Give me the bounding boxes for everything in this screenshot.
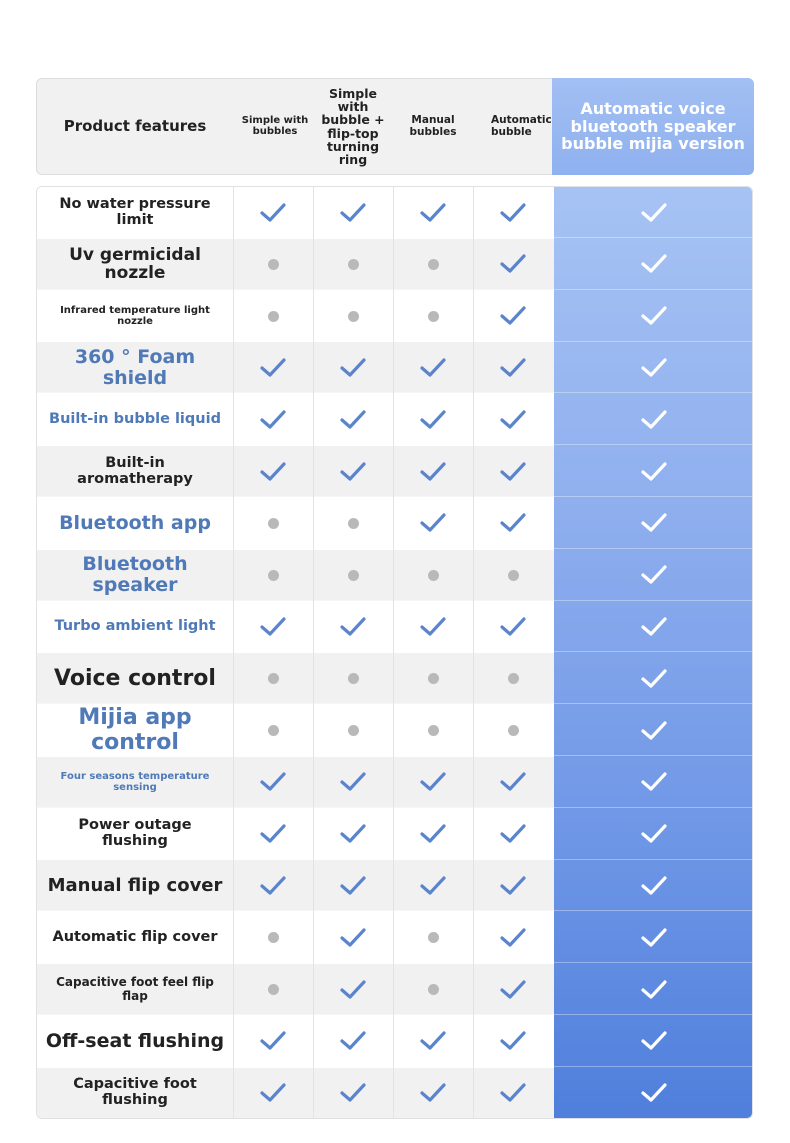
feature-cell — [393, 498, 473, 549]
feature-label: Mijia app control — [78, 705, 192, 755]
check-icon — [640, 409, 668, 431]
feature-cell — [473, 705, 553, 756]
feature-cell — [554, 860, 753, 911]
table-row — [37, 394, 753, 445]
check-icon — [640, 927, 668, 949]
check-icon — [339, 1030, 367, 1052]
feature-cell — [313, 239, 393, 290]
check-icon — [640, 875, 668, 897]
dot-icon — [348, 673, 359, 684]
check-icon — [339, 202, 367, 224]
feature-label: Bluetooth app — [59, 511, 211, 534]
feature-label: Off-seat flushing — [45, 1029, 225, 1052]
header-col-automatic-bubble: Automatic bubble — [491, 114, 552, 138]
check-icon — [640, 668, 668, 690]
feature-cell — [554, 342, 753, 393]
check-icon — [259, 1030, 287, 1052]
feature-cell — [473, 912, 553, 963]
table-row — [37, 912, 753, 963]
table-row — [37, 601, 753, 652]
table-row — [37, 187, 753, 238]
feature-cell — [313, 342, 393, 393]
table-row — [37, 860, 753, 911]
feature-cell — [393, 705, 473, 756]
feature-label: Built-in bubble liquid — [49, 410, 221, 427]
check-icon — [499, 202, 527, 224]
table-row — [37, 446, 753, 497]
feature-cell — [554, 498, 753, 549]
check-icon — [339, 927, 367, 949]
check-icon — [419, 512, 447, 534]
feature-label: Turbo ambient light — [54, 617, 216, 634]
check-icon — [259, 616, 287, 638]
check-icon — [419, 616, 447, 638]
dot-icon — [348, 518, 359, 529]
feature-cell — [473, 394, 553, 445]
feature-cell — [313, 653, 393, 704]
feature-cell — [554, 446, 753, 497]
feature-cell — [393, 601, 473, 652]
feature-label: Manual flip cover — [47, 874, 223, 896]
feature-cell — [393, 860, 473, 911]
feature-cell — [554, 912, 753, 963]
check-icon — [339, 823, 367, 845]
header-col-manual-bubbles: Manual bubbles — [409, 114, 457, 138]
feature-cell — [554, 964, 753, 1015]
feature-cell — [233, 964, 313, 1015]
check-icon — [640, 771, 668, 793]
feature-cell — [233, 187, 313, 238]
check-icon — [419, 1082, 447, 1104]
dot-icon — [508, 570, 519, 581]
feature-cell — [473, 342, 553, 393]
dot-icon — [348, 259, 359, 270]
check-icon — [419, 875, 447, 897]
dot-icon — [268, 311, 279, 322]
check-icon — [339, 461, 367, 483]
check-icon — [640, 823, 668, 845]
table-row — [37, 705, 753, 756]
feature-cell — [473, 446, 553, 497]
feature-cell — [554, 757, 753, 808]
check-icon — [419, 823, 447, 845]
feature-cell — [393, 964, 473, 1015]
dot-icon — [268, 725, 279, 736]
feature-cell — [313, 1068, 393, 1119]
check-icon — [640, 720, 668, 742]
dot-icon — [268, 518, 279, 529]
feature-cell — [554, 291, 753, 342]
check-icon — [259, 771, 287, 793]
feature-cell — [473, 653, 553, 704]
feature-cell — [473, 498, 553, 549]
feature-cell — [313, 187, 393, 238]
feature-cell — [554, 1068, 753, 1119]
feature-cell — [233, 653, 313, 704]
dot-icon — [508, 725, 519, 736]
dot-icon — [428, 725, 439, 736]
feature-cell — [554, 653, 753, 704]
dot-icon — [348, 311, 359, 322]
feature-cell — [233, 394, 313, 445]
feature-cell — [473, 1016, 553, 1067]
feature-label: Uv germicidal nozzle — [69, 244, 201, 284]
dot-icon — [268, 932, 279, 943]
feature-cell — [233, 601, 313, 652]
check-icon — [259, 461, 287, 483]
check-icon — [640, 616, 668, 638]
dot-icon — [428, 932, 439, 943]
check-icon — [419, 461, 447, 483]
table-row — [37, 757, 753, 808]
check-icon — [640, 253, 668, 275]
check-icon — [499, 253, 527, 275]
header-col-flip-top-ring: Simple with bubble + flip-top turning ring — [321, 86, 385, 167]
check-icon — [499, 461, 527, 483]
feature-cell — [233, 550, 313, 601]
feature-cell — [233, 1068, 313, 1119]
feature-cell — [233, 239, 313, 290]
feature-cell — [313, 912, 393, 963]
feature-cell — [313, 964, 393, 1015]
feature-cell — [393, 394, 473, 445]
check-icon — [259, 823, 287, 845]
feature-cell — [554, 601, 753, 652]
feature-cell — [393, 912, 473, 963]
table-row — [37, 291, 753, 342]
feature-cell — [233, 705, 313, 756]
dot-icon — [428, 984, 439, 995]
feature-cell — [473, 964, 553, 1015]
feature-cell — [313, 446, 393, 497]
check-icon — [640, 202, 668, 224]
feature-cell — [313, 601, 393, 652]
feature-cell — [313, 705, 393, 756]
dot-icon — [428, 570, 439, 581]
dot-icon — [268, 673, 279, 684]
table-row — [37, 653, 753, 704]
column-divider — [313, 187, 314, 1119]
dot-icon — [268, 570, 279, 581]
check-icon — [339, 616, 367, 638]
feature-cell — [554, 705, 753, 756]
feature-label: Infrared temperature light nozzle — [60, 305, 210, 328]
feature-cell — [233, 291, 313, 342]
feature-cell — [393, 809, 473, 860]
check-icon — [499, 1030, 527, 1052]
feature-cell — [393, 291, 473, 342]
feature-label: Power outage flushing — [78, 817, 192, 850]
feature-cell — [233, 912, 313, 963]
check-icon — [419, 409, 447, 431]
feature-cell — [554, 187, 753, 238]
check-icon — [259, 409, 287, 431]
feature-cell — [473, 550, 553, 601]
feature-cell — [313, 757, 393, 808]
feature-cell — [473, 860, 553, 911]
feature-cell — [473, 187, 553, 238]
feature-cell — [473, 601, 553, 652]
table-row — [37, 1016, 753, 1067]
feature-label: Automatic flip cover — [52, 928, 218, 945]
check-icon — [499, 409, 527, 431]
check-icon — [499, 1082, 527, 1104]
check-icon — [499, 927, 527, 949]
feature-cell — [393, 757, 473, 808]
dot-icon — [348, 570, 359, 581]
check-icon — [640, 1030, 668, 1052]
header-col-highlight-version: Automatic voice bluetooth speaker bubble mijia version — [552, 78, 754, 175]
check-icon — [640, 461, 668, 483]
check-icon — [339, 979, 367, 1001]
check-icon — [499, 771, 527, 793]
check-icon — [499, 305, 527, 327]
check-icon — [259, 202, 287, 224]
feature-cell — [393, 342, 473, 393]
table-row — [37, 809, 753, 860]
check-icon — [339, 357, 367, 379]
table-row — [37, 498, 753, 549]
dot-icon — [268, 984, 279, 995]
feature-cell — [313, 1016, 393, 1067]
table-row — [37, 964, 753, 1015]
feature-cell — [393, 239, 473, 290]
feature-label: Bluetooth speaker — [82, 553, 188, 597]
feature-cell — [233, 1016, 313, 1067]
header-product-features: Product features — [63, 116, 207, 135]
check-icon — [499, 616, 527, 638]
feature-label: No water pressure limit — [59, 195, 211, 228]
feature-label: Four seasons temperature sensing — [60, 771, 210, 794]
dot-icon — [268, 259, 279, 270]
table-row — [37, 550, 753, 601]
column-divider — [393, 187, 394, 1119]
feature-cell — [233, 446, 313, 497]
feature-cell — [233, 342, 313, 393]
feature-cell — [313, 550, 393, 601]
check-icon — [640, 305, 668, 327]
check-icon — [640, 564, 668, 586]
check-icon — [499, 875, 527, 897]
feature-cell — [473, 291, 553, 342]
feature-cell — [554, 239, 753, 290]
header-col-simple-bubbles: Simple with bubbles — [241, 115, 309, 137]
feature-label: Voice control — [54, 665, 216, 691]
row-divider — [37, 1118, 753, 1119]
check-icon — [499, 512, 527, 534]
feature-label: Built-in aromatherapy — [77, 454, 193, 487]
feature-label: Capacitive foot feel flip flap — [56, 975, 214, 1003]
check-icon — [640, 1082, 668, 1104]
feature-cell — [554, 550, 753, 601]
dot-icon — [508, 673, 519, 684]
feature-cell — [393, 1016, 473, 1067]
check-icon — [339, 875, 367, 897]
check-icon — [339, 409, 367, 431]
dot-icon — [428, 311, 439, 322]
check-icon — [640, 357, 668, 379]
feature-cell — [233, 498, 313, 549]
check-icon — [259, 875, 287, 897]
feature-cell — [313, 860, 393, 911]
check-icon — [640, 979, 668, 1001]
feature-cell — [313, 291, 393, 342]
feature-label: Capacitive foot flushing — [73, 1076, 197, 1109]
table-row — [37, 239, 753, 290]
check-icon — [499, 823, 527, 845]
feature-cell — [473, 809, 553, 860]
feature-cell — [554, 809, 753, 860]
feature-cell — [393, 1068, 473, 1119]
feature-cell — [554, 1016, 753, 1067]
dot-icon — [348, 725, 359, 736]
check-icon — [259, 357, 287, 379]
feature-cell — [473, 1068, 553, 1119]
feature-cell — [393, 446, 473, 497]
column-divider — [473, 187, 474, 1119]
feature-cell — [393, 187, 473, 238]
check-icon — [499, 979, 527, 1001]
check-icon — [419, 202, 447, 224]
feature-cell — [554, 394, 753, 445]
check-icon — [339, 771, 367, 793]
feature-cell — [393, 653, 473, 704]
feature-cell — [233, 757, 313, 808]
check-icon — [259, 1082, 287, 1104]
check-icon — [419, 357, 447, 379]
check-icon — [640, 512, 668, 534]
feature-cell — [233, 809, 313, 860]
table-header — [36, 78, 753, 175]
feature-cell — [313, 394, 393, 445]
feature-comparison-table — [36, 186, 753, 1119]
feature-label: 360 ° Foam shield — [74, 346, 196, 389]
column-divider — [233, 187, 234, 1119]
check-icon — [339, 1082, 367, 1104]
feature-cell — [393, 550, 473, 601]
feature-cell — [473, 239, 553, 290]
feature-cell — [233, 860, 313, 911]
feature-cell — [313, 498, 393, 549]
check-icon — [419, 1030, 447, 1052]
dot-icon — [428, 259, 439, 270]
feature-cell — [313, 809, 393, 860]
check-icon — [499, 357, 527, 379]
dot-icon — [428, 673, 439, 684]
check-icon — [419, 771, 447, 793]
feature-cell — [473, 757, 553, 808]
table-row — [37, 1068, 753, 1119]
table-row — [37, 342, 753, 393]
